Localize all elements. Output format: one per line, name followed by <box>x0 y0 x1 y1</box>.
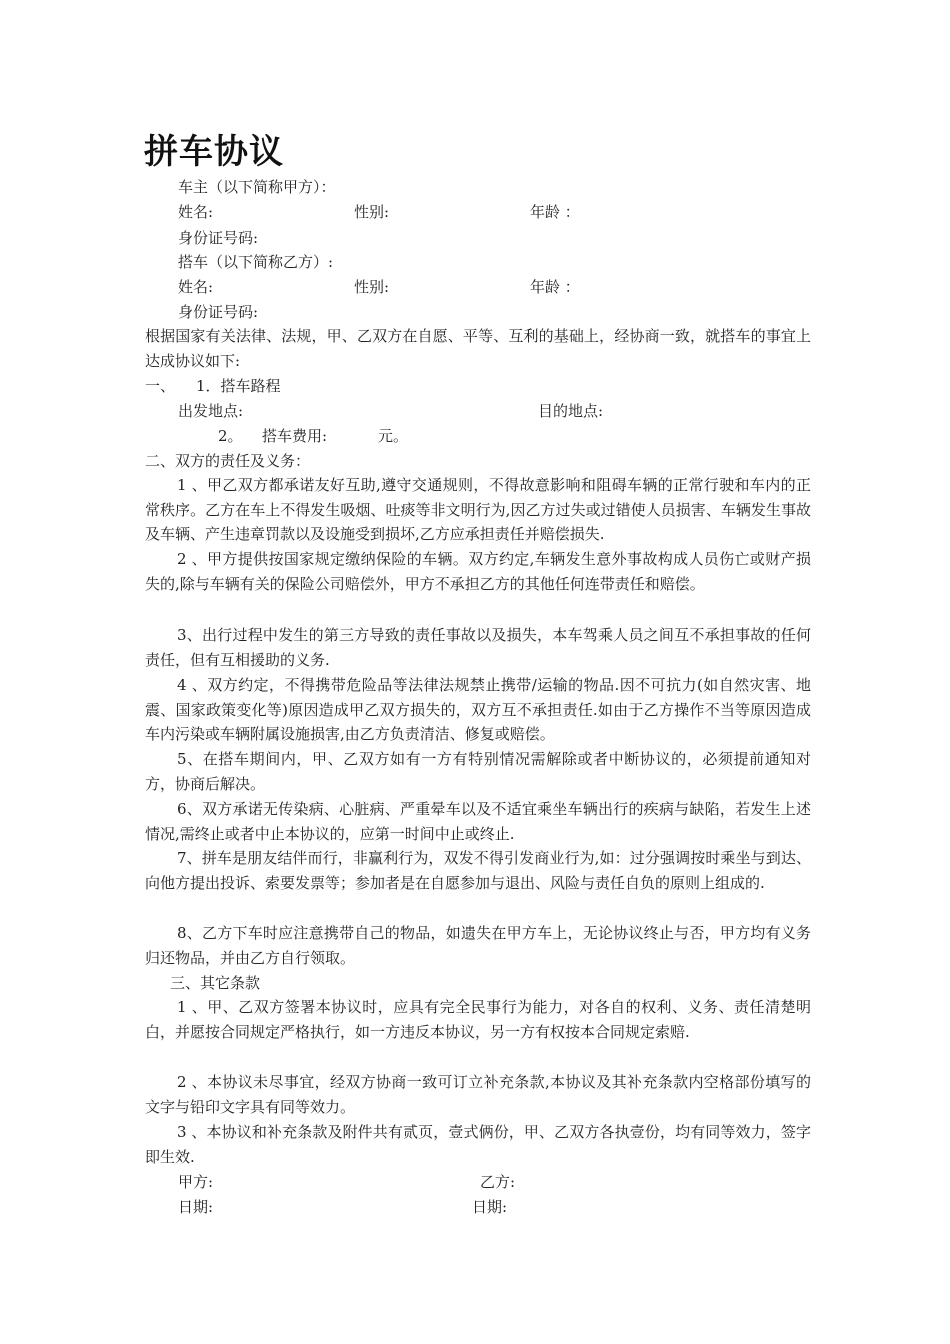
party-b-signature-label: 乙方: <box>480 1173 516 1191</box>
section1-number: 一、 <box>145 377 176 395</box>
owner-gender-label: 性别: <box>354 203 390 221</box>
clause-3-2 <box>145 1070 811 1119</box>
clause-text: 2 、本协议未尽事宜，经双方协商一致可订立补充条款,本协议及其补充条款内空格部份填写的文字与铅印文字具有同等效力。 <box>145 1073 811 1116</box>
clause-2-3 <box>145 623 811 672</box>
clause-2-6 <box>145 797 811 846</box>
clause-3-1 <box>145 995 811 1044</box>
fee-number: 2。 <box>218 427 243 445</box>
clause-2-5 <box>145 747 811 796</box>
clause-text: 4 、双方约定，不得携带危险品等法律法规禁止携带/运输的物品.因不可抗力(如自然灾害、地震、国家政策变化等)原因造成甲乙双方损失的，双方互不承担责任.如由于乙方操作不当等原因造成车内污染或车辆附属设施损害,由乙方负责清洁、修复或赔偿。 <box>145 676 811 743</box>
clause-2-7 <box>145 846 811 895</box>
clause-3-3 <box>145 1120 811 1169</box>
section1-heading: 1．搭车路程 <box>196 377 281 395</box>
clause-text: 1 、甲乙双方都承诺友好互助,遵守交通规则，不得故意影响和阻碍车辆的正常行驶和车内的正常秩序。乙方在车上不得发生吸烟、吐痰等非文明行为,因乙方过失或过错使人员损害、车辆发生事故及车辆、产生违章罚款以及设施受到损坏,乙方应承担责任并赔偿损失. <box>145 476 811 543</box>
party-a-signature-label: 甲方: <box>178 1173 214 1191</box>
rider-heading: 搭车（以下简称乙方）: <box>178 253 334 271</box>
rider-name-label: 姓名: <box>178 278 214 296</box>
clause-text: 5、在搭车期间内，甲、乙双方如有一方有特别情况需解除或者中断协议的，必须提前通知对方，协商后解决。 <box>145 750 811 793</box>
start-location-label: 出发地点: <box>178 402 244 420</box>
owner-age-label: 年龄 ： <box>530 203 580 221</box>
clause-2-1 <box>145 473 811 547</box>
rider-id-label: 身份证号码: <box>178 303 259 321</box>
rider-age-label: 年龄 ： <box>530 278 580 296</box>
destination-label: 目的地点: <box>538 402 604 420</box>
party-b-date-label: 日期: <box>472 1198 508 1216</box>
clause-text: 3、出行过程中发生的第三方导致的责任事故以及损失，本车驾乘人员之间互不承担事故的任何责任，但有互相援助的义务. <box>145 626 811 669</box>
clause-text: 1 、甲、乙双方签署本协议时，应具有完全民事行为能力，对各自的权利、义务、责任清楚明白，并愿按合同规定严格执行，如一方违反本协议，另一方有权按本合同规定索赔. <box>145 998 811 1041</box>
owner-id-label: 身份证号码: <box>178 229 259 247</box>
owner-heading: 车主（以下简称甲方）： <box>178 178 336 196</box>
fee-label: 搭车费用: <box>262 427 328 445</box>
party-a-date-label: 日期: <box>178 1198 214 1216</box>
clause-text: 8、乙方下车时应注意携带自己的物品，如遗失在甲方车上，无论协议终止与否，甲方均有义务归还物品，并由乙方自行领取。 <box>145 924 811 967</box>
clause-2-2 <box>145 547 811 596</box>
clause-text: 7、拼车是朋友结伴而行，非赢利行为，双发不得引发商业行为,如：过分强调按时乘坐与到达、向他方提出投诉、索要发票等；参加者是在自愿参加与退出、风险与责任自负的原则上组成的. <box>145 849 811 892</box>
rider-gender-label: 性别: <box>354 278 390 296</box>
owner-name-label: 姓名: <box>178 203 214 221</box>
section3-heading: 三、其它条款 <box>170 974 261 992</box>
clause-2-8 <box>145 921 811 970</box>
clause-text: 3 、本协议和补充条款及附件共有贰页，壹式俩份，甲、乙双方各执壹份，均有同等效力，签字即生效. <box>145 1123 811 1166</box>
clause-text: 6、双方承诺无传染病、心脏病、严重晕车以及不适宜乘坐车辆出行的疾病与缺陷，若发生上述情况,需终止或者中止本协议的，应第一时间中止或终止. <box>145 800 811 843</box>
intro-paragraph: 根据国家有关法律、法规，甲、乙双方在自愿、平等、互利的基础上，经协商一致，就搭车的事宜上达成协议如下: <box>145 327 811 370</box>
section2-heading: 二、双方的责任及义务： <box>145 452 311 470</box>
fee-unit: 元。 <box>378 427 409 445</box>
clause-2-4 <box>145 673 811 747</box>
document-title: 拼车协议 <box>144 132 284 172</box>
clause-text: 2 、甲方提供按国家规定缴纳保险的车辆。双方约定,车辆发生意外事故构成人员伤亡或财产损失的,除与车辆有关的保险公司赔偿外，甲方不承担乙方的其他任何连带责任和赔偿。 <box>145 550 811 593</box>
